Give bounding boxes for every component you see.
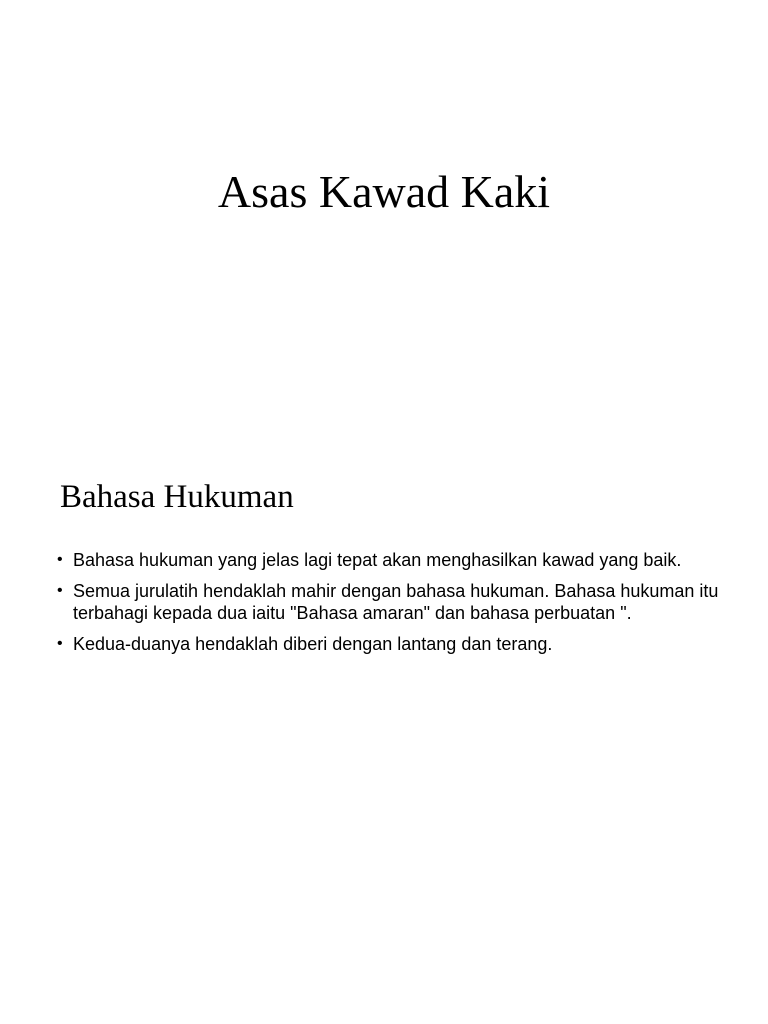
list-item [56,580,720,625]
list-item-text: Bahasa hukuman yang jelas lagi tepat akan menghasilkan kawad yang baik. [73,550,682,570]
list-item [56,633,720,656]
slide-title: Asas Kawad Kaki [217,166,551,217]
list-item-text: Semua jurulatih hendaklah mahir dengan bahasa hukuman. Bahasa hukuman itu terbahagi kepada dua iaitu "Bahasa amaran" dan bahasa perbuatan ". [73,580,719,623]
bullet-list [56,549,720,663]
list-item-text: Kedua-duanya hendaklah diberi dengan lantang dan terang. [73,633,553,654]
bullet-icon: • [57,581,63,599]
bullet-icon: • [57,634,63,652]
section-heading: Bahasa Hukuman [60,479,294,515]
bullet-icon: • [57,551,63,568]
list-item [56,549,720,572]
